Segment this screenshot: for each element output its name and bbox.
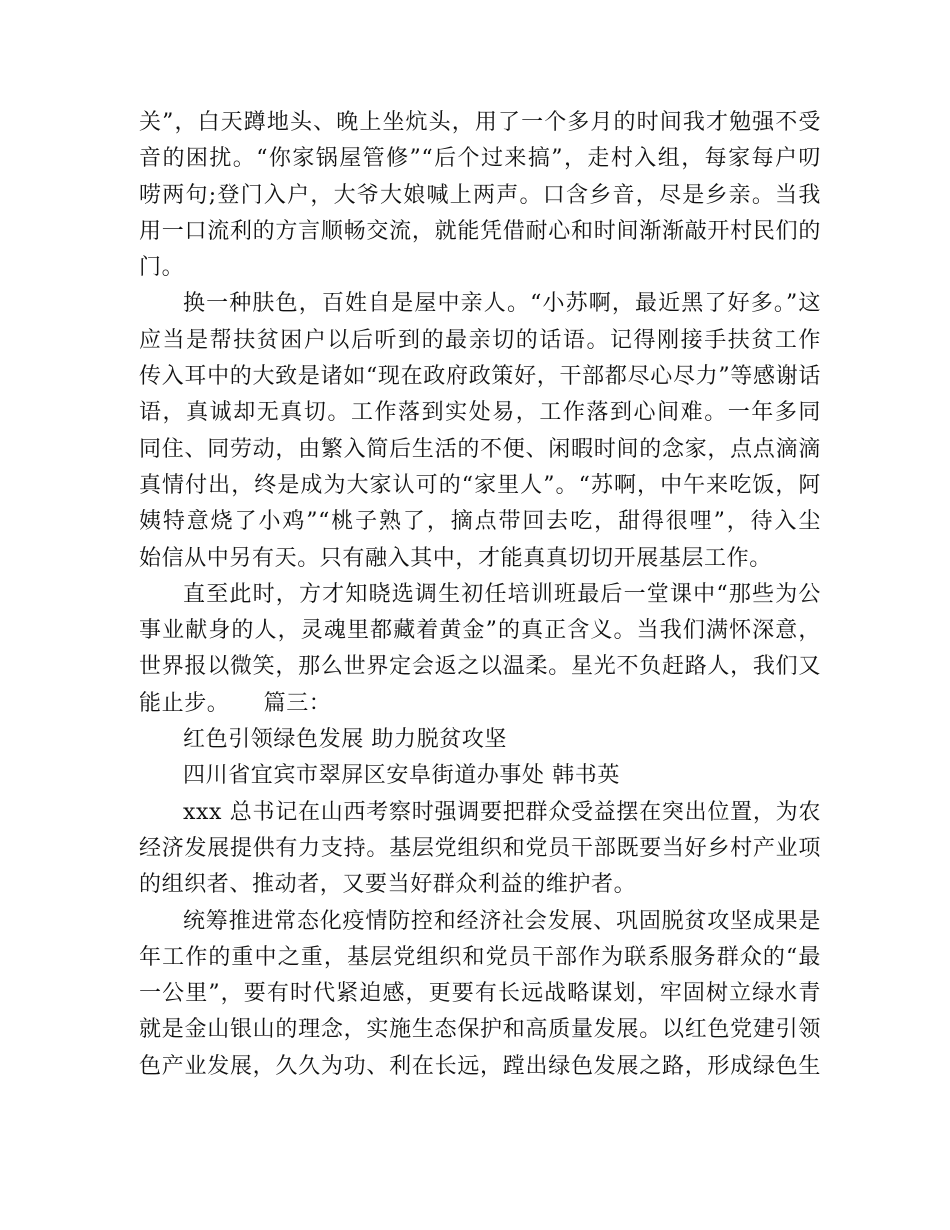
text-line: 经济发展提供有力支持。基层党组织和党员干部既要当好乡村产业项 bbox=[139, 835, 821, 861]
text-line: 传入耳中的大致是诸如“现在政府政策好，干部都尽心尽力”等感谢话 bbox=[139, 364, 821, 390]
text-line: 始信从中另有天。只有融入其中，才能真真切切开展基层工作。 bbox=[139, 545, 772, 571]
text-line: 就是金山银山的理念，实施生态保护和高质量发展。以红色党建引领 bbox=[139, 1017, 821, 1043]
text-line: 用一口流利的方言顺畅交流，就能凭借耐心和时间渐渐敲开村民们的 bbox=[139, 218, 821, 244]
text-line: 色产业发展，久久为功、利在长远，蹚出绿色发展之路，形成绿色生 bbox=[139, 1053, 821, 1079]
text-line: 真情付出，终是成为大家认可的“家里人”。“苏啊，中午来吃饭，阿 bbox=[139, 472, 821, 498]
text-line: 音的困扰。“你家锅屋管修”“后个过来搞”，走村入组，每家每户叨 bbox=[139, 146, 821, 172]
text-line: 语，真诚却无真切。工作落到实处易，工作落到心间难。一年多同 bbox=[139, 400, 821, 426]
text-line: 四川省宜宾市翠屏区安阜街道办事处 韩书英 bbox=[183, 763, 620, 789]
text-line: 唠两句;登门入户，大爷大娘喊上两声。口含乡音，尽是乡亲。当我 bbox=[139, 182, 821, 208]
text-line: 统筹推进常态化疫情防控和经济社会发展、巩固脱贫攻坚成果是 bbox=[183, 908, 821, 934]
text-line: 事业献身的人，灵魂里都藏着黄金”的真正含义。当我们满怀深意， bbox=[139, 618, 821, 644]
text-line: 年工作的重中之重，基层党组织和党员干部作为联系服务群众的“最 bbox=[139, 944, 821, 970]
text-line: 门。 bbox=[139, 255, 185, 281]
text-line: 红色引领绿色发展 助力脱贫攻坚 bbox=[183, 727, 507, 753]
text-line: 姨特意烧了小鸡”“桃子熟了，摘点带回去吃，甜得很哩”，待入尘 bbox=[139, 509, 821, 535]
text-line: 世界报以微笑，那么世界定会返之以温柔。星光不负赶路人，我们又 bbox=[139, 654, 821, 680]
text-line: 直至此时，方才知晓选调生初任培训班最后一堂课中“那些为公 bbox=[183, 581, 821, 607]
text-line: 能止步。 篇三： bbox=[139, 690, 332, 716]
document-body bbox=[139, 105, 821, 1085]
text-line: 应当是帮扶贫困户以后听到的最亲切的话语。记得刚接手扶贫工作 bbox=[139, 327, 821, 353]
text-line: 换一种肤色，百姓自是屋中亲人。“小苏啊，最近黑了好多。”这 bbox=[183, 291, 821, 317]
text-line: xxx 总书记在山西考察时强调要把群众受益摆在突出位置，为农 bbox=[183, 799, 821, 825]
text-line: 一公里”，要有时代紧迫感，更要有长远战略谋划，牢固树立绿水青 bbox=[139, 981, 821, 1007]
text-line: 关”，白天蹲地头、晚上坐炕头，用了一个多月的时间我才勉强不受 bbox=[139, 110, 821, 135]
text-line: 同住、同劳动，由繁入简后生活的不便、闲暇时间的念家，点点滴滴 bbox=[139, 436, 821, 462]
text-line: 的组织者、推动者，又要当好群众利益的维护者。 bbox=[139, 872, 637, 898]
